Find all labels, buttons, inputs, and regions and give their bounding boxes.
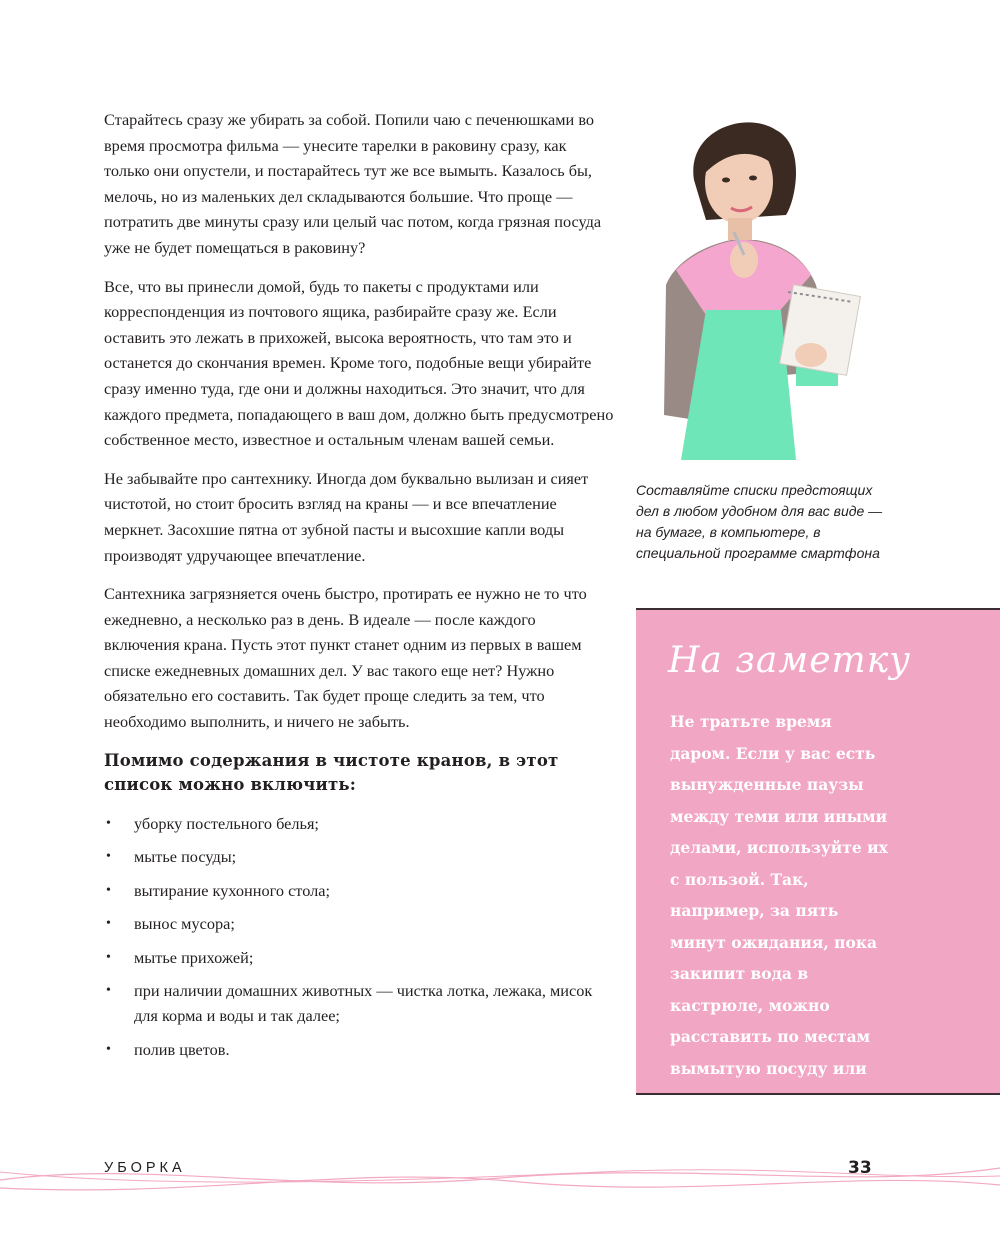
- list-subheading: Помимо содержания в чистоте кранов, в этот список можно включить:: [104, 750, 559, 794]
- list-item: [104, 844, 614, 869]
- list-item-text: уборку постельного белья;: [134, 813, 319, 833]
- bullet-icon: •: [106, 1041, 111, 1057]
- bullet-icon: •: [106, 815, 111, 831]
- bullet-list: [104, 811, 614, 1062]
- bullet-icon: •: [106, 949, 111, 965]
- bullet-icon: •: [106, 983, 111, 999]
- note-box: [636, 608, 1000, 1109]
- list-item-text: при наличии домашних животных — чистка лотка, лежака, мисок для корма и воды и так далее;: [134, 981, 593, 1026]
- note-title: На заметку: [668, 640, 912, 681]
- list-item-text: вынос мусора;: [134, 914, 235, 934]
- woman-with-notepad-photo: [636, 110, 876, 460]
- main-column: [104, 107, 614, 1070]
- list-item: [104, 1037, 614, 1062]
- list-item-text: мытье посуды;: [134, 847, 237, 867]
- paragraph: Сантехника загрязняется очень быстро, протирать ее нужно не то что ежедневно, а несколько раз в день. В идеале — после каждого включения крана. Пусть этот пункт станет одним из первых в вашем списке ежедневных домашних дел. У вас такого еще нет? Нужно обязательно его составить. Так будет проще следить за тем, что необходимо выполнить, и ничего не забыть.: [104, 584, 587, 732]
- list-item-text: вытирание кухонного стола;: [134, 880, 331, 900]
- bullet-icon: •: [106, 882, 111, 898]
- footer-section-title: УБОРКА: [104, 1160, 186, 1176]
- list-item: [104, 978, 614, 1028]
- bullet-icon: •: [106, 916, 111, 932]
- bullet-icon: •: [106, 849, 111, 865]
- note-text: Не тратьте время даром. Если у вас есть вынужденные паузы между теми или иными делами, используйте их с пользой. Так, например, за пять минут ожидания, пока закипит вода в кастрюле, можно расставить по местам вымытую посуду или подмести пол.: [670, 712, 888, 1109]
- page-number: 33: [848, 1158, 872, 1178]
- list-item: [104, 945, 614, 970]
- list-item-text: мытье прихожей;: [134, 947, 254, 967]
- list-item: [104, 811, 614, 836]
- paragraph: Не забывайте про сантехнику. Иногда дом буквально вылизан и сияет чистотой, но стоит бросить взгляд на краны — и все впечатление меркнет. Засохшие пятна от зубной пасты и высохшие капли воды производят удручающее впечатление.: [104, 468, 589, 565]
- paragraph: Все, что вы принесли домой, будь то пакеты с продуктами или корреспонденция из почтового ящика, разбирайте сразу же. Если оставить это лежать в прихожей, высока вероятность, что там это и останется до скончания времен. Кроме того, подобные вещи убирайте сразу именно туда, где они и должны находиться. Это значит, что для каждого предмета, попадающего в ваш дом, должно быть предусмотрено собственное место, известное и остальным членам вашей семьи.: [104, 276, 614, 450]
- list-item: [104, 911, 614, 936]
- photo-caption: Составляйте списки предстоящих дел в любом удобном для вас виде — на бумаге, в компьютере, в специальной программе смартфона: [636, 482, 883, 561]
- paragraph: Старайтесь сразу же убирать за собой. Попили чаю с печенюшками во время просмотра фильма — унесите тарелки в раковину сразу, как только они опустели, и постарайтесь тут же все вымыть. Казалось бы, мелочь, но из маленьких дел складываются большие. Что проще — потратить две минуты сразу или целый час потом, когда грязная посуда уже не будет помещаться в раковину?: [104, 110, 602, 257]
- list-item: [104, 878, 614, 903]
- list-item-text: полив цветов.: [134, 1039, 230, 1059]
